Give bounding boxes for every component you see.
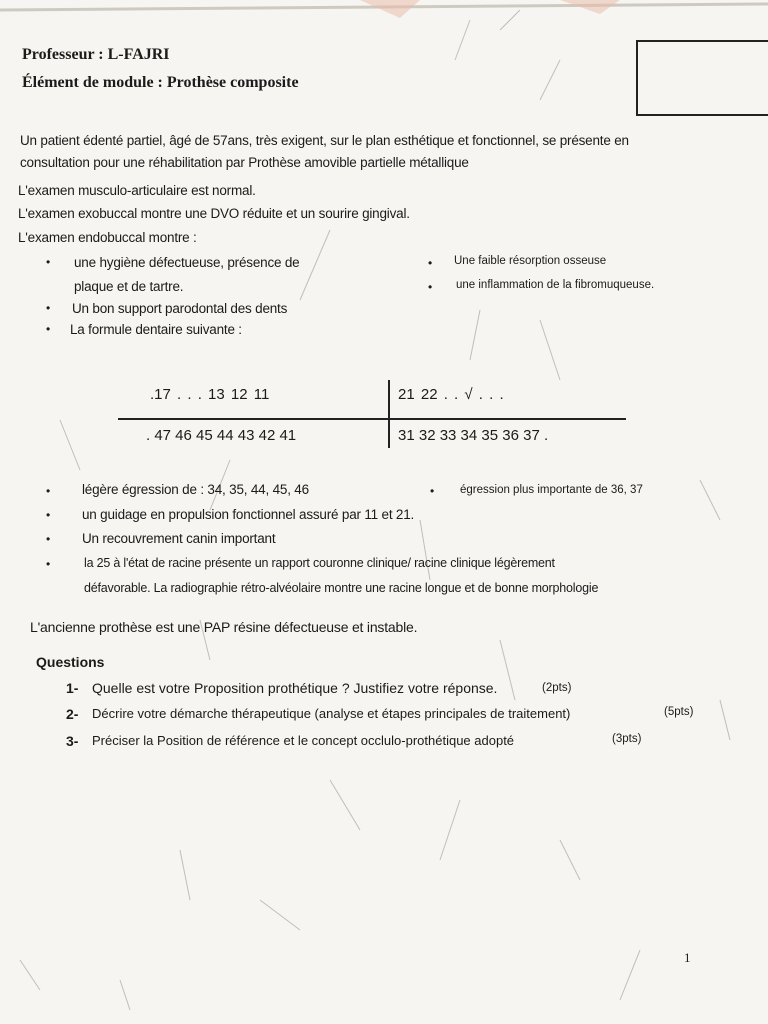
endo-item-1: une hygiène défectueuse, présence de [74,255,300,270]
exam-musculo: L'examen musculo-articulaire est normal. [18,183,256,198]
endo-item-3: La formule dentaire suivante : [70,322,242,337]
finding-egression: légère égression de : 34, 35, 44, 45, 46 [82,482,309,497]
question-1-number: 1- [66,680,79,696]
question-1-points: (2pts) [542,682,572,694]
formula-lower-left: 31 32 33 34 35 36 37 . [398,427,549,444]
finding-egression-more: égression plus importante de 36, 37 [460,484,643,496]
professor-line: Professeur : L-FAJRI [22,46,170,63]
question-1-text: Quelle est votre Proposition prothétique ? Justifiez votre réponse. [92,680,498,696]
formula-upper-right: .17 . . . 13 12 11 [150,386,270,403]
grade-box [636,40,768,116]
question-2-points: (5pts) [664,706,694,718]
bullet-icon: • [46,557,51,571]
exam-endobuccal: L'examen endobuccal montre : [18,230,197,245]
endo-item-1-cont: plaque et de tartre. [74,279,184,294]
bullet-icon: • [430,484,435,498]
bullet-icon: • [46,322,51,336]
endo-right-2: une inflammation de la fibromuqueuse. [456,279,655,291]
question-3-points: (3pts) [612,733,642,745]
question-2-text: Décrire votre démarche thérapeutique (analyse et étapes principales de traitement) [92,706,571,721]
questions-title: Questions [36,654,105,670]
question-3-number: 3- [66,733,79,749]
formula-lower-right: . 47 46 45 44 43 42 41 [146,427,297,444]
bullet-icon: • [428,280,433,294]
formula-vertical-line [388,380,390,448]
bullet-icon: • [428,256,433,270]
module-line: Élément de module : Prothèse composite [22,74,299,91]
question-3-text: Préciser la Position de référence et le concept occlulo-prothétique adopté [92,733,515,748]
intro-line-1: Un patient édenté partiel, âgé de 57ans, très exigent, sur le plan esthétique et fonctionnel, se présente en [20,133,629,148]
bullet-icon: • [46,255,51,269]
bullet-icon: • [46,484,51,498]
bullet-icon: • [46,508,51,522]
intro-line-2: consultation pour une réhabilitation par Prothèse amovible partielle métallique [20,155,469,170]
endo-right-1: Une faible résorption osseuse [454,255,607,267]
endo-item-2: Un bon support parodontal des dents [72,301,288,316]
formula-upper-left: 21 22 . . √ . . . [398,386,504,403]
old-prosthesis: L'ancienne prothèse est une PAP résine défectueuse et instable. [30,619,418,635]
finding-25-line1: la 25 à l'état de racine présente un rapport couronne clinique/ racine clinique légèrement [84,556,555,570]
formula-horizontal-line [118,418,626,420]
page-number: 1 [684,950,691,965]
question-2-number: 2- [66,706,79,722]
bullet-icon: • [46,301,51,315]
bullet-icon: • [46,532,51,546]
finding-25-line2: défavorable. La radiographie rétro-alvéolaire montre une racine longue et de bonne morphologie [84,581,599,595]
finding-guidage: un guidage en propulsion fonctionnel assuré par 11 et 21. [82,507,415,522]
exam-exobuccal: L'examen exobuccal montre une DVO réduite et un sourire gingival. [18,206,410,221]
finding-recouvrement: Un recouvrement canin important [82,531,276,546]
